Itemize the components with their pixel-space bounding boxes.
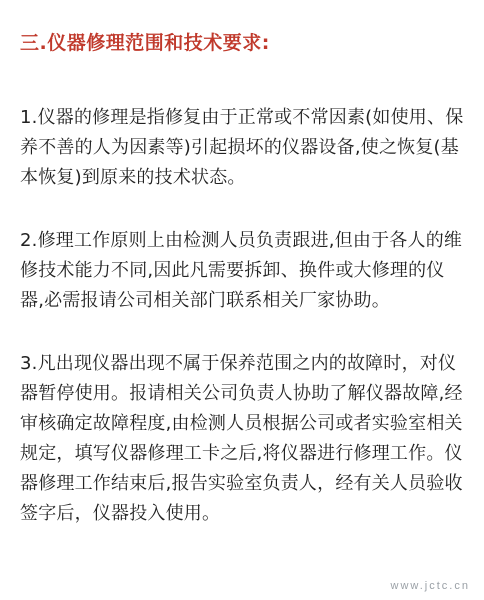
paragraph-1: 1.仪器的修理是指修复由于正常或不常因素(如使用、保养不善的人为因素等)引起损坏的仪器设备,使之恢复(基本恢复)到原来的技术状态。 [20,107,464,188]
paragraph-2: 2.修理工作原则上由检测人员负责跟进,但由于各人的维修技术能力不同,因此凡需要拆卸、换件或大修理的仪器,必需报请公司相关部门联系相关厂家协助。 [20,230,463,311]
section-heading: 三.仪器修理范围和技术要求: [20,32,270,54]
paragraph-3: 3.凡出现仪器出现不属于保养范围之内的故障时，对仪器暂停使用。报请相关公司负责人协助了解仪器故障,经审核确定故障程度,由检测人员根据公司或者实验室相关规定，填写仪器修理工卡之后,将仪器进行修理工作。仪器修理工作结束后,报告实验室负责人，经有关人员验收签字后，仪器投入使用。 [20,353,463,524]
site-watermark: www.jctc.cn [390,580,470,592]
